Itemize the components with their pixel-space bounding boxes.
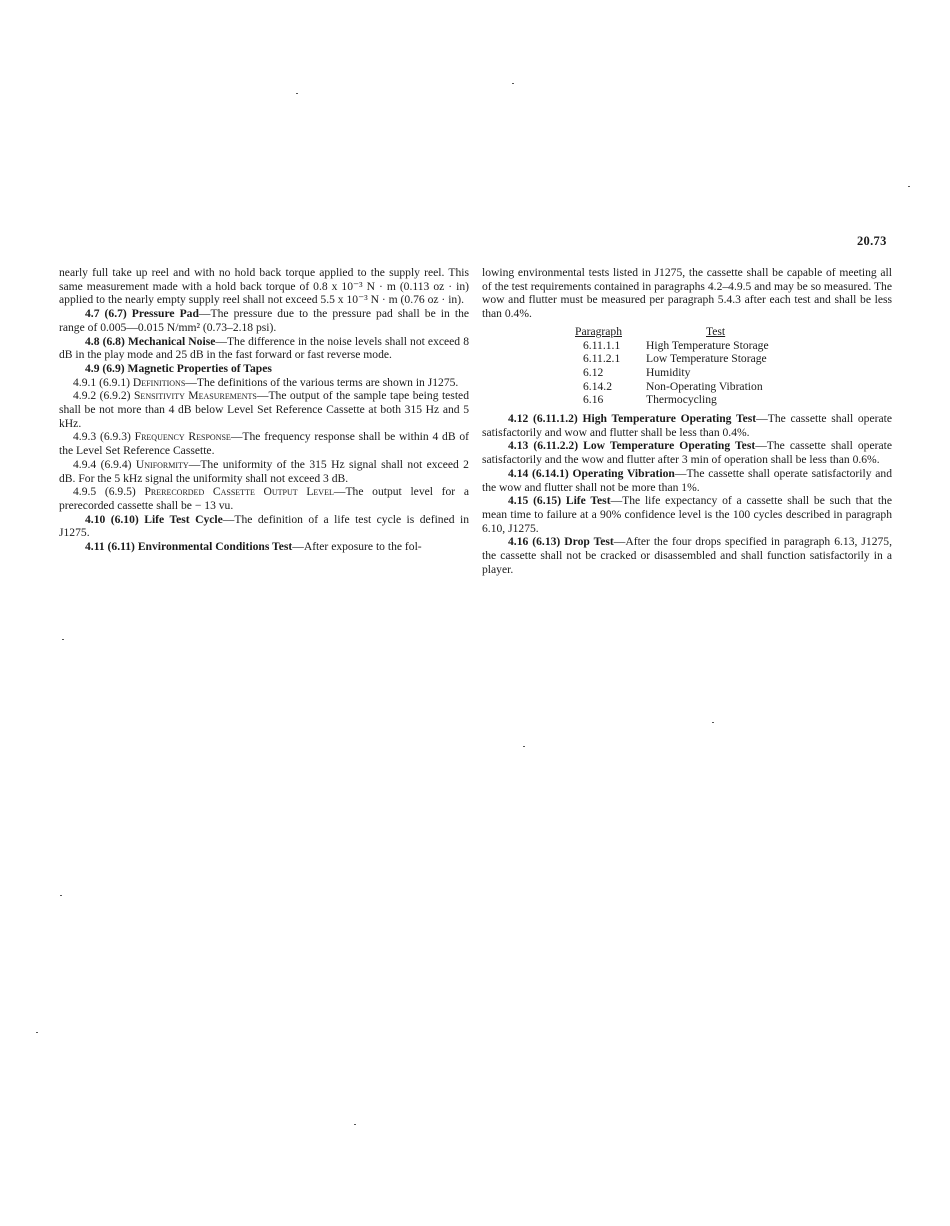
section-4-10: [59, 513, 469, 540]
scan-speck: [523, 746, 525, 747]
page-number: 20.73: [857, 234, 887, 248]
section-text: —After exposure to the fol-: [292, 540, 422, 554]
section-4-8: [59, 335, 469, 362]
subsection-text: —The output of the sample tape being tested shall be not more than 4 dB below Level Set Reference Cassette at both 315 Hz and 5 kHz.: [59, 389, 469, 430]
section-4-16: [482, 535, 892, 576]
left-column: [59, 266, 469, 554]
section-heading: 4.9 (6.9) Magnetic Properties of Tapes: [85, 361, 272, 375]
subsection-number: 4.9.2 (6.9.2): [73, 389, 134, 403]
section-text: —The definition of a life test cycle is defined in J1275.: [59, 512, 470, 540]
table-row: [575, 366, 769, 380]
subsection-number: 4.9.4 (6.9.4): [73, 457, 136, 471]
scan-speck: [60, 895, 62, 896]
section-4-14: [482, 467, 892, 494]
section-4-9-1: [59, 376, 469, 390]
section-heading: 4.11 (6.11) Environmental Conditions Test: [85, 540, 293, 554]
subsection-number: 4.9.3 (6.9.3): [73, 430, 135, 444]
column-header-paragraph: Paragraph: [575, 324, 622, 338]
table-cell-test: Non-Operating Vibration: [646, 379, 763, 393]
section-4-9-5: [59, 485, 469, 512]
section-4-9-4: [59, 458, 469, 485]
scan-speck: [512, 83, 514, 84]
section-4-9: [59, 362, 469, 376]
scan-speck: [36, 1032, 38, 1033]
subsection-label: Sensitivity Measurements: [133, 389, 257, 403]
table-cell-paragraph: 6.16: [583, 393, 604, 407]
section-heading: 4.14 (6.14.1) Operating Vibration: [508, 466, 675, 480]
table-header-row: [575, 325, 769, 339]
subsection-label: Frequency Response: [134, 430, 231, 444]
section-heading: 4.12 (6.11.1.2) High Temperature Operating Test: [508, 412, 757, 426]
subsection-text: —The output level for a prerecorded cassette shall be − 13 vu.: [59, 485, 469, 512]
section-heading: 4.7 (6.7) Pressure Pad: [85, 307, 199, 321]
paragraph-continued: lowing environmental tests listed in J1275, the cassette shall be capable of meeting all of the test requirements contained in paragraphs 4.2–4.9.5 and may be so measured. The wow and flutter must be measured per paragraph 5.4.3 after each test and shall be less than 0.4%.: [482, 266, 892, 321]
section-heading: 4.8 (6.8) Mechanical Noise: [85, 334, 216, 348]
section-4-11: [59, 540, 469, 554]
subsection-label: Definitions: [132, 375, 186, 389]
column-header-test: Test: [706, 324, 726, 338]
subsection-text: —The uniformity of the 315 Hz signal shall not exceed 2 dB. For the 5 kHz signal the uniformity shall not exceed 3 dB.: [59, 457, 469, 485]
right-column: [482, 266, 892, 576]
section-text: —The pressure due to the pressure pad shall be in the range of 0.005—0.015 N/mm² (0.73–2.18 psi).: [59, 307, 470, 334]
subsection-text: —The definitions of the various terms are shown in J1275.: [185, 375, 459, 389]
table-cell-test: Thermocycling: [646, 393, 717, 407]
table-cell-paragraph: 6.12: [583, 365, 604, 379]
section-4-15: [482, 494, 892, 535]
section-text: —The life expectancy of a cassette shall be such that the mean time to failure at a 90% confidence level is the 100 cycles described in paragraph 6.10, J1275.: [482, 494, 892, 535]
section-heading: 4.16 (6.13) Drop Test: [508, 535, 614, 549]
subsection-label: Uniformity: [135, 457, 189, 471]
test-table: [575, 325, 769, 407]
table-row: [575, 380, 769, 394]
section-text: —The difference in the noise levels shall not exceed 8 dB in the play mode and 25 dB in the fast forward or fast reverse mode.: [59, 334, 469, 362]
scan-speck: [908, 186, 910, 187]
section-4-7: [59, 307, 469, 334]
section-text: —The cassette shall operate satisfactorily and the wow and flutter after 3 min of operation shall be less than 0.6%.: [482, 439, 892, 467]
section-4-12: [482, 412, 892, 439]
table-cell-test: Low Temperature Storage: [646, 352, 767, 366]
scan-speck: [62, 639, 64, 640]
table-cell-test: High Temperature Storage: [646, 338, 769, 352]
paragraph-intro: nearly full take up reel and with no hold back torque applied to the supply reel. This same measurement made with a hold back torque of 0.8 x 10⁻³ N · m (0.113 oz · in) applied to the nearly empty supply reel shall not exceed 5.5 x 10⁻³ N · m (0.76 oz · in).: [59, 266, 469, 307]
section-heading: 4.10 (6.10) Life Test Cycle: [85, 512, 223, 526]
table-row: [575, 393, 769, 407]
section-text: —After the four drops specified in paragraph 6.13, J1275, the cassette shall not be cracked or disassembled and shall function satisfactorily in a player.: [482, 535, 892, 576]
subsection-number: 4.9.5 (6.9.5): [73, 485, 145, 499]
section-text: —The cassette shall operate satisfactorily and the wow and flutter shall not be more than 1%.: [482, 466, 892, 494]
section-text: —The cassette shall operate satisfactorily and wow and flutter shall be less than 0.4%.: [482, 412, 893, 439]
section-heading: 4.15 (6.15) Life Test: [508, 494, 611, 508]
table-cell-paragraph: 6.11.2.1: [583, 352, 621, 366]
section-heading: 4.13 (6.11.2.2) Low Temperature Operating Test: [508, 439, 756, 453]
scan-speck: [296, 93, 298, 94]
section-4-13: [482, 439, 892, 466]
table-cell-paragraph: 6.14.2: [583, 379, 612, 393]
subsection-label: Prerecorded Cassette Output Level: [144, 485, 334, 499]
scan-speck: [354, 1124, 356, 1125]
section-4-9-3: [59, 430, 469, 457]
scan-speck: [712, 722, 714, 723]
table-row: [575, 339, 769, 353]
table-row: [575, 352, 769, 366]
subsection-number: 4.9.1 (6.9.1): [73, 375, 133, 389]
section-4-9-2: [59, 389, 469, 430]
table-cell-test: Humidity: [646, 365, 691, 379]
table-cell-paragraph: 6.11.1.1: [583, 338, 621, 352]
subsection-text: —The frequency response shall be within 4 dB of the Level Set Reference Cassette.: [59, 430, 469, 458]
